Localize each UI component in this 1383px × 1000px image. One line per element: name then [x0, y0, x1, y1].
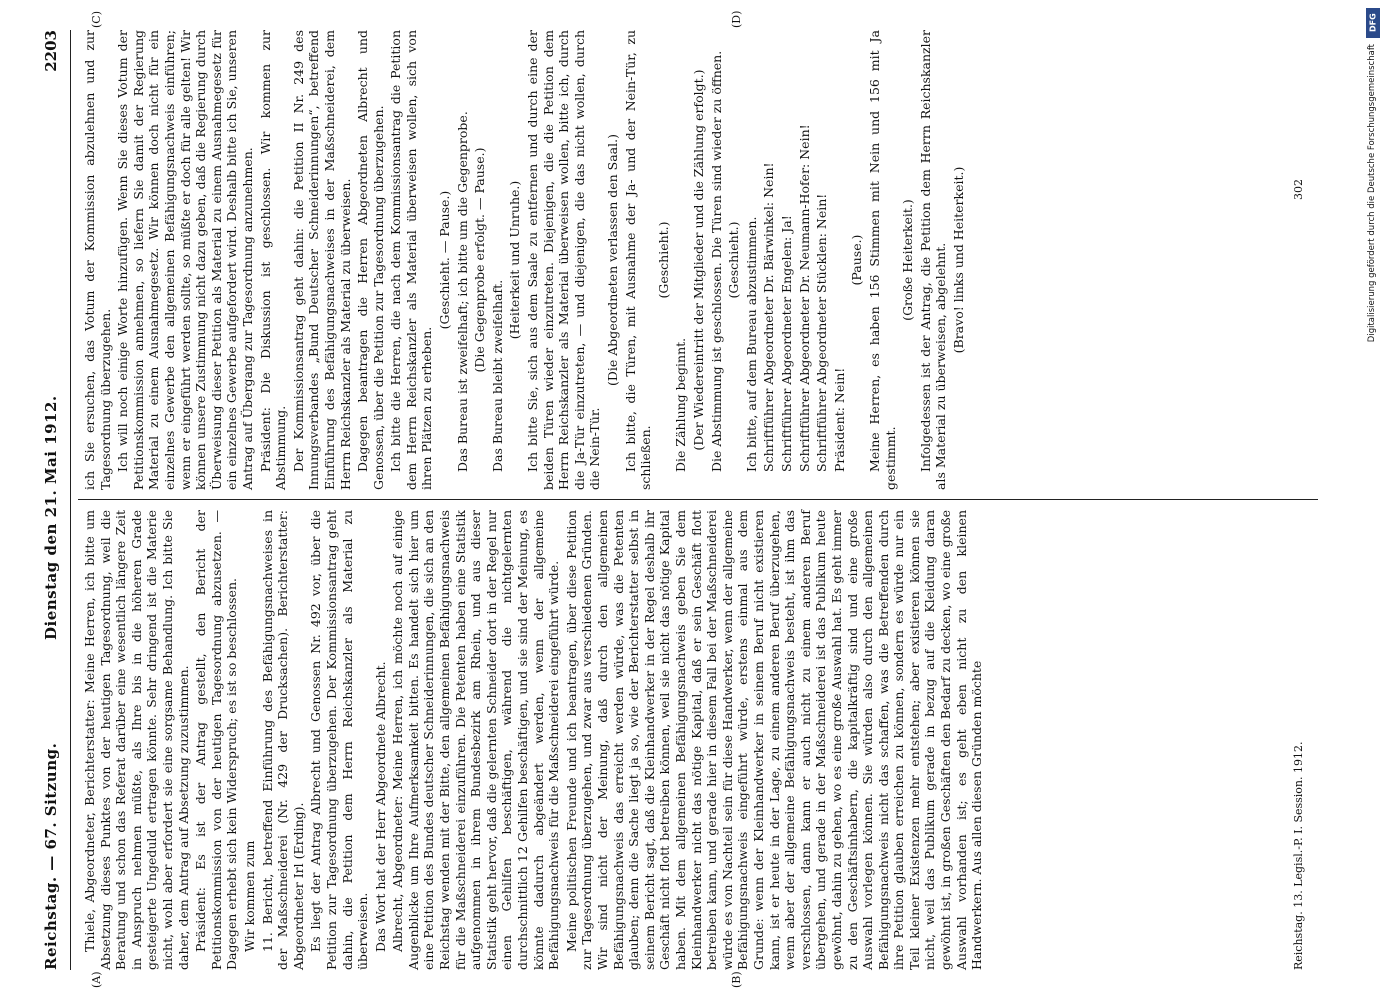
paragraph: Ich bitte, auf dem Bureau abzustimmen.	[743, 216, 759, 472]
footer-session: Reichstag. 13. Legisl.-P. I. Session. 1912.	[1292, 741, 1305, 970]
paragraph: Es liegt der Antrag Albrecht und Genossen Nr. 492 vor, über die Petition zur Tagesordnung überzugehen. Der Kommissionsantrag geht dahin, die Petition dem Herrn Reichskanzler als Material zu überweisen.	[308, 510, 371, 970]
paragraph: Dagegen beantragen die Herren Abgeordneten Albrecht und Genossen, über die Petition zur Tagesordnung überzugehen.	[355, 30, 386, 490]
paragraph: ich Sie ersuchen, das Votum der Kommission abzulehnen und zur Tagesordnung überzugehen.	[82, 30, 113, 490]
header-date: Dienstag den 21. Mai 1912.	[42, 395, 60, 640]
paragraph: Das Bureau bleibt zweifelhaft.	[489, 279, 505, 472]
footer-page-number: 302	[1292, 179, 1305, 200]
column-left	[82, 510, 987, 970]
dfg-credit-note: Digitalisierung gefördert durch die Deutsche Forschungsgemeinschaft	[1367, 44, 1377, 343]
page-header	[42, 30, 64, 970]
paragraph: Präsident: Die Diskussion ist geschlossen. Wir kommen zur Abstimmung.	[257, 30, 289, 490]
paragraph: Ich bitte, die Türen, mit Ausnahme der Ja- und der Nein-Tür, zu schließen.	[622, 30, 654, 490]
paragraph: Thiele, Abgeordneter, Berichterstatter: Meine Herren, ich bitte um Absetzung dieses Punktes von der heutigen Tagesordnung, weil die Beratung und schon das Referat darüber eine wesentlich längere Zeit in Anspruch nehmen müßte, als Ihre bis in die höheren Grade gesteigerte Ungeduld ertragen könnte. Sehr dringend ist die Materie nicht, wohl aber erfordert sie eine sorgsame Behandlung. Ich bitte Sie daher, dem Antrag auf Absetzung zuzustimmen.	[82, 510, 191, 970]
vote-line: Schriftführer Abgeordneter Stücklen: Nein!	[814, 193, 830, 472]
header-left: Reichstag. — 67. Sitzung.	[42, 742, 60, 970]
vote-line: Schriftführer Abgeordneter Dr. Neumann-Hofer: Nein!	[796, 124, 812, 472]
paragraph: Präsident: Es ist der Antrag gestellt, den Bericht der Petitionskommission von der heutigen Tagesordnung abzusetzen. — Dagegen erhebt sich kein Widerspruch; es ist so beschlossen.	[193, 510, 240, 970]
paragraph: Meine politischen Freunde und ich beantragen, über diese Petition zur Tagesordnung überzugehen, und zwar aus verschiedenen Gründen. Wir sind nicht der Meinung, daß durch den allgemeinen Befähigungsnachweis das erreicht werden würde, was die Petenten glauben; denn die Sache liegt ja so, wie der Berichterstatter selbst in seinem Bericht sagt, daß die Kleinhandwerker in der Regel deshalb ihr Geschäft nicht flott betreiben können, weil sie nicht das nötige Kapital haben. Mit dem allgemeinen Befähigungsnachweis geben Sie dem Kleinhandwerker nicht das nötige Kapital, daß er sein Geschäft flott betreiben kann, und gerade hier in diesem Fall bei der Maßschneiderei würde es von Nachteil sein für diese Handwerker, wenn der allgemeine Befähigungsnachweis eingeführt würde, erstens einmal aus dem Grunde: wenn der Kleinhandwerker in seinem Beruf nicht existieren kann, ist er heute in der Lage, zu einem anderen Beruf überzugehen, wenn aber der allgemeine Befähigungsnachweis besteht, ist ihm das verschlossen, dann kann er auch nicht zu einem anderen Beruf übergehen, und gerade in der Maßschneiderei ist das Publikum heute gewöhnt, dahin zu gehen, wo es eine große Auswahl hat. Es geht immer zu den Geschäftsinhabern, die kapitalkräftig sind und eine große Auswahl vorlegen können. Sie würden also durch den allgemeinen Befähigungsnachweis nicht das schaffen, was die Betreffenden durch ihre Petition glauben erreichen zu können, sondern es würde nur ein Teil kleiner Existenzen mehr entstehen; aber existieren können sie nicht, weil das Publikum gerade in bezug auf die Kleidung daran gewöhnt ist, in großen Geschäften den Bedarf zu decken, wo eine große Auswahl vorhanden ist; es geht eben nicht zu den kleinen Handwerkern. Aus allen diesen Gründen möchte	[563, 510, 985, 970]
margin-mark-d: (D)	[730, 10, 743, 28]
paragraph: Ich bitte Sie, sich aus dem Saale zu entfernen und durch eine der beiden Türen wieder einzutreten. Diejenigen, die die Petition dem Herrn Reichskanzler als Material überweisen wollen, bitte ich, durch die Ja-Tür einzutreten, — und diejenigen, die das nicht wollen, durch die Nein-Tür.	[525, 30, 603, 490]
paragraph: Das Bureau ist zweifelhaft; ich bitte um die Gegenprobe.	[454, 111, 470, 472]
paragraph: Die Zählung beginnt.	[673, 337, 689, 472]
paragraph: Die Abstimmung ist geschlossen. Die Türen sind wieder zu öffnen.	[708, 50, 724, 472]
column-divider	[78, 499, 1318, 500]
rotated-page	[30, 10, 1350, 990]
stage-direction: (Die Gegenprobe erfolgt. — Pause.)	[472, 147, 488, 373]
header-rule	[70, 30, 71, 970]
margin-mark-c: (C)	[90, 11, 103, 28]
stage-direction: (Geschieht. — Pause.)	[437, 190, 453, 330]
stage-direction: (Geschieht.)	[726, 221, 742, 299]
stage-direction: (Pause.)	[849, 234, 865, 286]
paragraph: Ich bitte die Herren, die nach dem Kommissionsantrag die Petition dem Herrn Reichskanzler als Material überweisen wollen, sich von ihren Plätzen zu erheben.	[388, 30, 435, 490]
vote-line: Präsident: Nein!	[831, 367, 847, 472]
margin-mark-a: (A)	[90, 971, 103, 988]
dfg-logo: DFG	[1366, 8, 1380, 38]
stage-direction: (Große Heiterkeit.)	[900, 199, 916, 321]
paragraph: Meine Herren, es haben 156 Stimmen mit Nein und 156 mit Ja gestimmt.	[866, 30, 898, 490]
paragraph: Albrecht, Abgeordneter: Meine Herren, ich möchte noch auf einige Augenblicke um Ihre Aufmerksamkeit bitten. Es handelt sich hier um eine Petition des Bundes deutscher Schneiderinnungen, die sich an den Reichstag wenden mit der Bitte, den allgemeinen Befähigungsnachweis für die Maßschneiderei einzuführen. Die Petenten haben eine Statistik aufgenommen in ihrem Bundesbezirk am Rhein, und aus dieser Statistik geht hervor, daß die gelernten Schneider dort in der Regel nur einen Gehilfen beschäftigen, während die nichtgelernten durchschnittlich 12 Gehilfen beschäftigen, und sie sind der Meinung, es könnte dadurch abgeändert werden, wenn der allgemeine Befähigungsnachweis für die Maßschneiderei eingeführt würde.	[390, 510, 562, 970]
paragraph: Infolgedessen ist der Antrag, die Petition dem Herrn Reichskanzler als Material zu überweisen, abgelehnt.	[917, 30, 949, 490]
agenda-item: 11. Bericht, betreffend Einführung des Befähigungsnachweises in der Maßschneiderei (Nr. 429 der Drucksachen). Berichterstatter: Abgeordneter Irl (Erding).	[259, 510, 306, 970]
stage-direction: (Die Abgeordneten verlassen den Saal.)	[605, 134, 620, 386]
column-right	[82, 30, 968, 490]
vote-line: Schriftführer Abgeordneter Engelen: Ja!	[778, 215, 794, 472]
stage-direction: (Der Wiedereintritt der Mitglieder und die Zählung erfolgt.)	[690, 69, 706, 451]
vote-line: Schriftführer Abgeordneter Dr. Bärwinkel: Nein!	[761, 162, 777, 472]
margin-mark-b: (B)	[730, 971, 743, 988]
stage-direction: (Geschieht.)	[655, 221, 671, 299]
paragraph: Wir kommen zum	[241, 840, 257, 952]
paragraph: Das Wort hat der Herr Abgeordnete Albrecht.	[372, 661, 388, 952]
stage-direction: (Heiterkeit und Unruhe.)	[507, 180, 523, 340]
header-page-number: 2203	[42, 30, 60, 72]
stage-direction: (Bravo! links und Heiterkeit.)	[950, 166, 966, 354]
paragraph: Der Kommissionsantrag geht dahin: die Petition II Nr. 249 des Innungsverbandes „Bund Deutscher Schneiderinnungen“, betreffend Einführung des Befähigungsnachweises in der Maßschneiderei, dem Herrn Reichskanzler als Material zu überweisen.	[290, 30, 353, 490]
paragraph: Ich will noch einige Worte hinzufügen. Wenn Sie dieses Votum der Petitionskommission annehmen, so liefern Sie damit der Regierung Material zu einem Ausnahmegesetz. Wir können doch nicht für ein einzelnes Gewerbe den allgemeinen Befähigungsnachweis einführen; wenn er eingeführt werden sollte, so müßte er doch für alle gelten! Wir können unsere Zustimmung nicht dazu geben, daß die Regierung durch Überweisung dieser Petition als Material zu einem Ausnahmegesetz für ein einzelnes Gewerbe aufgefordert wird. Deshalb bitte ich Sie, unseren Antrag auf Übergang zur Tagesordnung anzunehmen.	[115, 30, 255, 490]
